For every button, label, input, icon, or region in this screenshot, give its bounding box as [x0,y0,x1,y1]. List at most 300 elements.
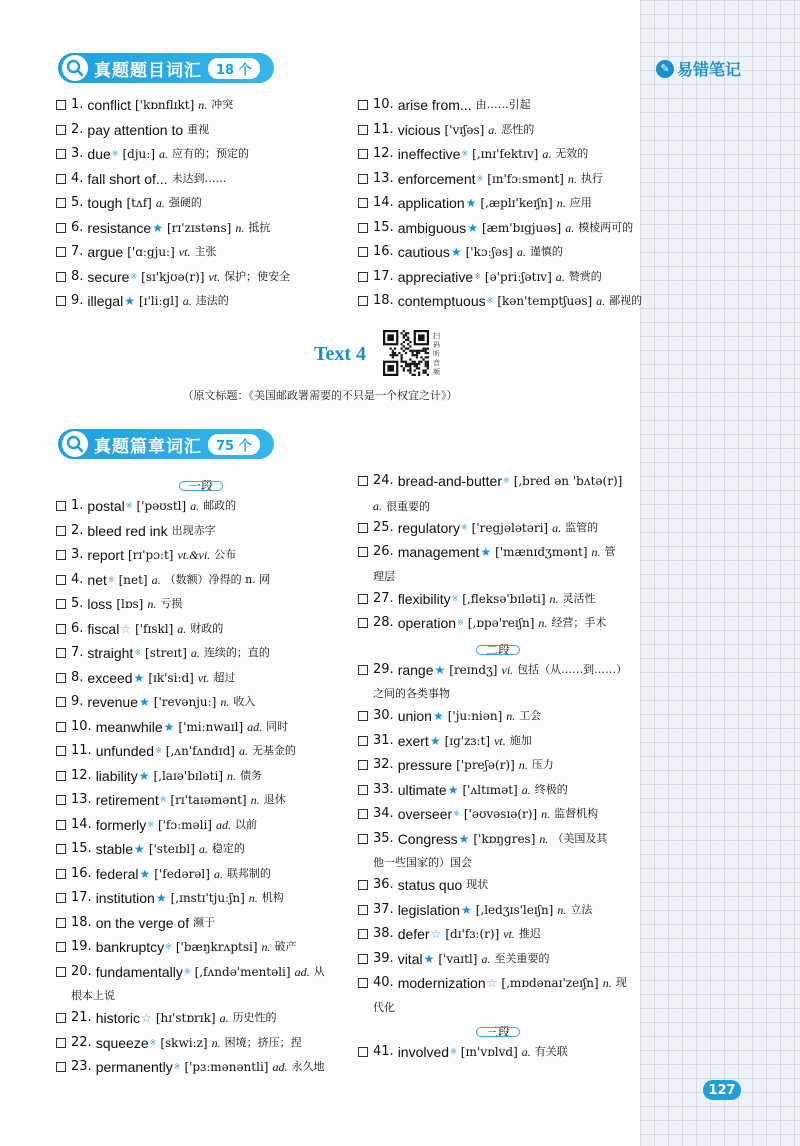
item-meaning-continued [358,685,638,707]
item-number: 20. [71,963,92,979]
vocab-item [56,1034,346,1059]
brand-text: 易错笔记 [677,60,742,79]
vocab-item [358,974,638,999]
item-number: 3. [71,146,84,161]
item-phonetic: [,mɒdənaɪ'zeɪʃn] [501,976,599,990]
item-word: enforcement [397,170,476,187]
checkbox-icon[interactable] [358,760,368,770]
item-phonetic: ['regjələtəri] [471,520,549,535]
item-pos: a. [481,951,491,966]
vocab-item [358,781,638,806]
item-meaning: 稳定的 [211,842,245,855]
checkbox-icon[interactable] [358,618,368,628]
item-word: arise from... [397,97,472,113]
vocab-item [56,571,346,596]
item-number: 10. [71,718,92,734]
checkbox-icon[interactable] [358,834,368,844]
item-meaning: 执行 [580,171,603,185]
checkbox-icon[interactable] [358,665,368,675]
frequency-mark-icon: ※ [149,1037,157,1047]
checkbox-icon[interactable] [56,673,66,683]
item-phonetic: [,bred ən 'bʌtə(r)] [513,474,623,488]
checkbox-icon[interactable] [358,1047,368,1057]
item-word: vital [397,950,423,967]
checkbox-icon[interactable] [56,526,66,536]
vocab-item [358,145,638,170]
item-number: 23. [71,1059,92,1074]
checkbox-icon[interactable] [358,736,368,746]
item-pos: n. [567,171,577,186]
checkbox-icon[interactable] [56,722,66,732]
item-word: secure [87,268,130,285]
vocab-list-question-right [358,96,643,317]
item-meaning: 公布 [214,548,237,561]
item-pos: n. [539,831,549,846]
item-meaning: 超过 [213,670,236,684]
star-icon: ★ [133,670,145,685]
item-pos: ad. [294,964,310,979]
vocab-item [358,194,638,219]
vocab-item [56,96,346,121]
star-icon: ★ [465,196,477,210]
item-meaning: 从 [313,964,325,978]
item-phonetic: ['ɑːgjuː] [127,245,175,259]
item-phonetic: ['əʊvəsɪə(r)] [463,807,538,821]
vocab-item [56,865,346,890]
item-number: 4. [71,170,84,186]
item-meaning: 亏损 [160,597,183,610]
item-meaning: 主张 [194,245,217,258]
checkbox-icon[interactable] [358,272,368,282]
paragraph-heading: 一段 [56,475,346,497]
star-icon: ★ [480,545,492,559]
hollow-star-icon: ☆ [430,927,442,941]
item-phonetic: [ɪn'vɒlvd] [460,1044,518,1059]
item-word: historic [95,1010,141,1026]
item-pos: a. [552,520,562,535]
item-word: ultimate [397,781,447,798]
item-pos: vi. [501,662,514,677]
checkbox-icon[interactable] [358,905,368,915]
frequency-mark-icon: ※ [460,522,468,532]
vocab-item [358,219,638,244]
item-word: management [397,544,480,560]
vocab-item [56,292,346,317]
item-number: 4. [71,571,84,587]
checkbox-icon[interactable] [56,771,66,781]
item-phonetic: [sɪ'kjʊə(r)] [141,269,205,284]
item-meaning: 退休 [263,793,286,806]
checkbox-icon[interactable] [56,648,66,658]
item-phonetic: ['miːnwaɪl] [178,719,244,734]
item-word: status quo [397,877,463,893]
checkbox-icon[interactable] [56,967,66,977]
frequency-mark-icon: ※ [461,149,469,158]
item-meaning-continued [358,568,638,590]
item-number: 13. [71,792,92,807]
vocab-item [358,543,638,568]
vocab-item [358,707,638,732]
checkbox-icon[interactable] [358,880,368,890]
item-number: 6. [71,219,84,235]
vocab-item [358,472,638,497]
item-pos: n. [261,940,271,954]
checkbox-icon[interactable] [56,198,66,208]
item-meaning: 恶性的 [501,122,535,136]
item-word: bankruptcy [95,939,165,955]
checkbox-icon[interactable] [56,575,66,585]
item-meaning-continued [358,854,638,876]
item-phonetic: ['bæŋkrʌptsi] [175,940,258,954]
frequency-mark-icon: ※ [155,746,162,755]
star-icon: ★ [460,902,472,917]
brand-label [656,57,741,80]
item-phonetic: ['pəʊstl] [136,499,187,513]
item-phonetic: ['revənjuː] [153,695,217,709]
item-word: flexibility [397,590,451,607]
item-number: 33. [373,781,394,797]
item-meaning-continued [358,999,638,1021]
vocab-item [56,914,346,939]
vocab-item [358,170,638,195]
item-word: revenue [87,694,138,710]
item-word: stable [95,841,134,857]
item-word: exert [397,732,429,749]
checkbox-icon[interactable] [56,844,66,854]
item-pos: a. [177,621,187,636]
item-number: 16. [71,865,92,881]
item-pos: vt. [208,269,221,284]
item-number: 38. [373,926,394,941]
item-pos: n. [602,976,612,990]
item-pos: a. [542,147,552,161]
item-meaning: 推迟 [518,927,541,940]
item-word: appreciative [397,268,474,285]
checkbox-icon[interactable] [358,198,368,208]
item-word: legislation [397,901,460,918]
item-number: 37. [373,901,394,917]
frequency-mark-icon: ※ [147,819,154,829]
item-meaning: 管 [604,545,616,558]
item-phonetic: ['pɜːmənəntli] [184,1060,269,1074]
item-word: overseer [397,806,453,822]
item-meaning: 终极的 [534,782,568,796]
item-pos: a. [565,220,575,235]
vocab-item [358,614,638,639]
item-word: on the verge of [95,914,190,931]
item-phonetic: [lɒs] [116,597,144,611]
star-icon: ★ [458,831,470,846]
checkbox-icon[interactable] [56,174,66,184]
item-meaning-continued [358,497,638,519]
hollow-star-icon: ☆ [141,1011,152,1025]
qr-code-icon[interactable] [383,330,429,376]
item-phonetic: [ɪ'liːgl] [138,294,179,308]
qr-label: 扫码听音频 [433,332,440,376]
checkbox-icon[interactable] [56,125,66,135]
vocab-list-passage-right [358,472,638,1067]
item-word: pressure [397,757,453,773]
item-pos: a. [555,269,565,284]
item-word: permanently [95,1059,173,1075]
item-pos: a. [521,782,531,797]
vocab-item [56,145,346,170]
star-icon: ★ [447,782,459,797]
checkbox-icon[interactable] [56,869,66,879]
item-meaning: 包括（从……到……） [517,662,628,676]
checkbox-icon[interactable] [358,547,368,557]
item-phonetic: [,laɪə'bɪləti] [153,768,223,783]
item-meaning: 冲突 [211,98,234,111]
item-meaning: 困境；挤压；捏 [224,1035,302,1049]
item-meaning: 出现赤字 [171,523,216,537]
item-phonetic: [rɪ'pɔːt] [127,548,174,562]
checkbox-icon[interactable] [56,1038,66,1048]
item-meaning: 无效的 [555,147,589,160]
item-phonetic: ['vaɪtl] [438,951,478,966]
item-pos: vt.&vi. [177,548,211,562]
checkbox-icon[interactable] [358,954,368,964]
vocab-item [56,767,346,792]
item-word: conflict [87,97,131,113]
item-number: 35. [373,830,394,846]
item-phonetic: ['kɔːʃəs] [465,245,513,259]
item-phonetic: [rɪ'zɪstəns] [166,220,232,235]
item-word: due [87,146,111,162]
item-word: institution [95,890,155,906]
checkbox-icon[interactable] [358,523,368,533]
checkbox-icon[interactable] [358,100,368,110]
item-word: straight [87,645,134,661]
item-number: 36. [373,877,394,892]
vocab-item [56,963,346,988]
checkbox-icon[interactable] [56,599,66,609]
item-phonetic: ['mænɪdʒmənt] [495,545,588,559]
item-pos: n. [506,709,516,723]
item-meaning: 无基金的 [251,744,296,757]
item-phonetic: ['steɪbl] [148,842,195,856]
item-word: range [397,661,434,678]
item-pos: n. [538,616,548,630]
item-phonetic: [,ʌn'fʌndɪd] [165,744,235,758]
frequency-mark-icon: ※ [111,149,119,158]
item-word: cautious [397,244,450,260]
vocab-item [56,546,346,571]
item-meaning: 经营；手术 [551,616,607,629]
checkbox-icon[interactable] [358,125,368,135]
item-meaning: 濒于 [193,915,216,929]
frequency-mark-icon: ※ [486,296,494,305]
item-word: defer [397,926,430,942]
frequency-mark-icon: ※ [474,271,481,281]
checkbox-icon[interactable] [56,820,66,830]
star-icon: ★ [138,768,150,783]
checkbox-icon[interactable] [56,501,66,511]
item-pos: a. [213,866,223,881]
vocab-item [56,194,346,219]
checkbox-icon[interactable] [56,100,66,110]
item-word: regulatory [397,519,460,536]
star-icon: ★ [434,662,446,677]
item-phonetic: [tʌf] [126,196,152,210]
item-number: 12. [373,146,394,161]
item-word: federal [95,865,139,882]
section-title: 真题题目词汇 [94,60,202,81]
item-meaning: 以前 [234,817,257,831]
item-word: pay attention to [87,121,184,138]
vocab-item [56,1058,346,1083]
vocab-rows [358,661,638,1021]
vocab-item [56,889,346,914]
vocab-item [56,938,346,963]
star-icon: ★ [432,709,444,723]
item-word: Congress [397,830,458,847]
item-meaning: 未达到…… [171,171,227,185]
item-phonetic: [djuː] [122,147,156,161]
frequency-mark-icon: ※ [502,476,510,485]
item-meaning: 至关重要的 [494,951,550,965]
item-pos: a. [198,842,208,856]
vocab-item [56,243,346,268]
frequency-mark-icon: ※ [125,501,133,510]
item-meaning: 抵抗 [248,220,271,234]
checkbox-icon[interactable] [56,918,66,928]
item-phonetic: ['fɔːməli] [157,817,212,832]
item-number: 9. [71,694,84,709]
checkbox-icon[interactable] [56,1062,66,1072]
checkbox-icon[interactable] [56,893,66,903]
checkbox-icon[interactable] [358,785,368,795]
checkbox-icon[interactable] [56,247,66,257]
item-number: 14. [71,816,92,832]
item-phonetic: ['fedərəl] [154,866,210,881]
frequency-mark-icon: ※ [134,648,142,657]
item-number: 41. [373,1043,394,1059]
item-meaning: 立法 [570,902,593,916]
item-meaning: 施加 [509,733,532,747]
item-number: 25. [373,519,394,535]
frequency-mark-icon: ※ [476,173,484,183]
item-word: bleed red ink [87,522,168,539]
item-word: retirement [95,792,159,808]
vocab-item [56,816,346,841]
item-word: argue [87,244,124,260]
item-phonetic: [æm'bɪgjuəs] [481,220,562,235]
item-meaning-text: 理层 [373,569,395,583]
item-number: 15. [71,841,92,856]
item-meaning: 破产 [274,940,297,953]
item-word: fall short of... [87,170,168,187]
checkbox-icon[interactable] [358,978,368,988]
item-pos: n. [250,793,260,807]
checkbox-icon[interactable] [56,795,66,805]
vocab-item [358,590,638,615]
checkbox-icon[interactable] [358,174,368,184]
checkbox-icon[interactable] [56,624,66,634]
item-pos: n. [549,591,559,606]
grid-margin [640,0,800,1146]
item-phonetic: [kən'temptʃuəs] [497,294,593,308]
star-icon: ★ [429,733,441,748]
item-word: net [87,571,107,588]
item-meaning: 财政的 [190,621,224,635]
checkbox-icon[interactable] [358,247,368,257]
checkbox-icon[interactable] [56,149,66,159]
item-pos: a. [521,1044,531,1059]
checkbox-icon[interactable] [358,296,368,306]
checkbox-icon[interactable] [358,223,368,233]
item-meaning: 强硬的 [168,196,202,209]
checkbox-icon[interactable] [56,697,66,707]
item-meaning-text: 很重要的 [386,499,430,513]
section-title: 真题篇章词汇 [94,436,202,457]
item-phonetic: ['ʌltɪmət] [462,782,518,797]
item-phonetic: ['juːniən] [447,709,503,723]
item-meaning: （美国及其 [552,831,608,845]
item-meaning: 工会 [519,709,542,722]
item-phonetic: [dɪ'fɜː(r)] [445,927,500,941]
item-meaning: 邮政的 [203,499,237,512]
item-word: formerly [95,816,147,833]
pen-circle-icon: ✎ [656,60,674,78]
vocab-item [358,243,638,268]
vocab-rows [358,472,638,639]
vocab-item [56,1009,346,1034]
checkbox-icon[interactable] [56,223,66,233]
item-phonetic: ['vɪʃəs] [444,122,485,137]
item-meaning: 收入 [233,695,256,708]
item-word: operation [397,615,457,631]
item-phonetic: [ɪk'siːd] [148,670,194,685]
checkbox-icon[interactable] [358,711,368,721]
item-word: tough [87,195,123,211]
item-pos: vt. [178,245,191,259]
item-number: 9. [71,293,84,308]
checkbox-icon[interactable] [56,746,66,756]
item-meaning: 由……引起 [475,98,531,111]
checkbox-icon[interactable] [358,149,368,159]
section-badge-passage-vocab [58,429,274,459]
item-phonetic: [ɪg'zɜːt] [444,733,491,748]
checkbox-icon[interactable] [358,476,368,486]
frequency-mark-icon: ※ [159,795,167,804]
item-pos: a. [151,572,161,587]
item-pos: vt. [197,670,210,685]
item-number: 40. [373,975,394,990]
vocab-item [358,876,638,901]
frequency-mark-icon: ※ [107,574,115,584]
checkbox-icon[interactable] [56,550,66,560]
checkbox-icon[interactable] [56,942,66,952]
item-word: unfunded [95,743,155,759]
checkbox-icon[interactable] [358,594,368,604]
checkbox-icon[interactable] [56,272,66,282]
checkbox-icon[interactable] [358,809,368,819]
section-badge-question-vocab [58,53,274,83]
item-meaning: 鄙视的 [609,294,643,307]
item-number: 29. [373,661,394,677]
vocab-item [358,292,643,317]
item-word: exceed [87,669,133,686]
checkbox-icon[interactable] [56,296,66,306]
frequency-mark-icon: ※ [165,942,172,951]
checkbox-icon[interactable] [358,929,368,939]
checkbox-icon[interactable] [56,1013,66,1023]
item-phonetic: ['preʃə(r)] [456,758,515,772]
item-number: 22. [71,1034,92,1050]
item-number: 18. [71,914,92,930]
vocab-item [56,791,346,816]
